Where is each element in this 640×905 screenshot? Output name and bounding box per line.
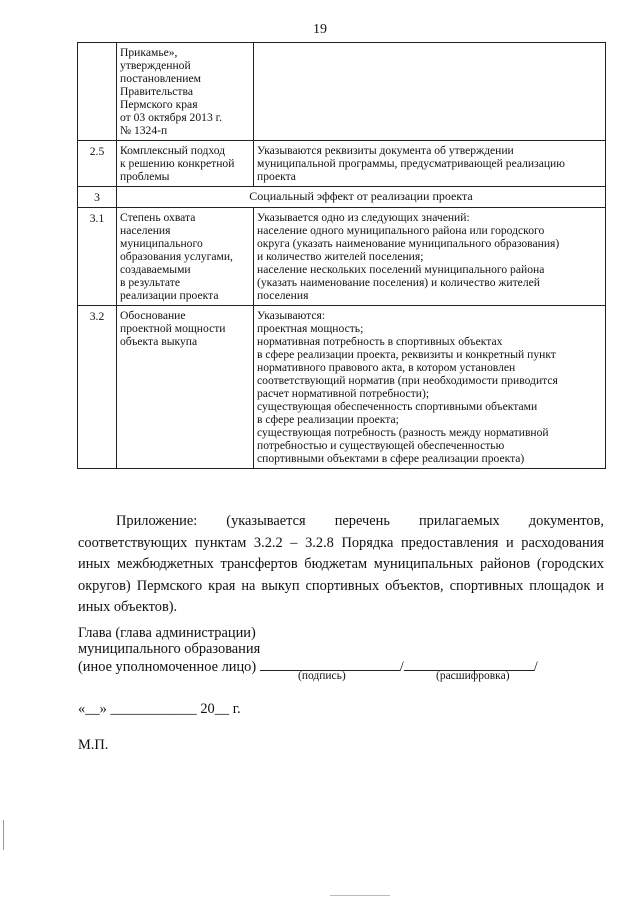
cell-line: Указываются реквизиты документа об утверждении xyxy=(257,144,514,157)
cell-line: проекта xyxy=(257,170,296,183)
cell-line: нормативная потребность в спортивных объектах xyxy=(257,335,503,348)
signature-slash-2: / xyxy=(533,659,538,675)
cell-line: образования услугами, xyxy=(120,250,233,263)
criterion-cell xyxy=(117,43,254,141)
cell-line: в результате xyxy=(120,276,180,289)
page-number: 19 xyxy=(313,22,327,37)
cell-line: утвержденной xyxy=(120,59,191,72)
cell-line: Прикамье», xyxy=(120,46,178,59)
cell-line: население одного муниципального района или городского xyxy=(257,224,545,237)
cell-line: в сфере реализации проекта; xyxy=(257,413,399,426)
cell-line: населения xyxy=(120,224,171,237)
cell-line: Пермского края xyxy=(120,98,198,111)
table-row xyxy=(78,208,606,306)
signature-line-1: Глава (глава администрации) xyxy=(78,625,256,641)
criterion-cell xyxy=(117,306,254,469)
caption-signature: (подпись) xyxy=(298,670,346,682)
cell-line: проектной мощности xyxy=(120,322,226,335)
cell-line: округа (указать наименование муниципального образования) xyxy=(257,237,560,250)
row-number: 2.5 xyxy=(78,141,117,187)
row-number: 3 xyxy=(78,187,117,208)
cell-line: Правительства xyxy=(120,85,193,98)
scan-margin-mark xyxy=(3,820,4,850)
signature-role-label: (иное уполномоченное лицо) xyxy=(78,659,257,675)
cell-line: поселения xyxy=(257,289,309,302)
signature-field xyxy=(260,657,400,671)
table-row xyxy=(78,187,606,208)
date-line: «__» ____________ 20__ г. xyxy=(78,701,241,717)
cell-line: существующая потребность (разность между нормативной xyxy=(257,426,549,439)
description-cell xyxy=(254,43,606,141)
criterion-cell xyxy=(117,141,254,187)
caption-decode: (расшифровка) xyxy=(436,670,510,682)
cell-line: (указать наименование поселения) и количество жителей xyxy=(257,276,540,289)
cell-line: проектная мощность; xyxy=(257,322,364,335)
decode-field xyxy=(404,657,534,671)
cell-line: проблемы xyxy=(120,170,170,183)
signature-block xyxy=(78,625,598,675)
cell-line: объекта выкупа xyxy=(120,335,198,348)
cell-line: муниципального xyxy=(120,237,203,250)
cell-line: Указывается одно из следующих значений: xyxy=(257,211,470,224)
cell-line: Степень охвата xyxy=(120,211,196,224)
cell-line: спортивными объектами в сфере реализации проекта) xyxy=(257,452,525,465)
cell-line: Комплексный подход xyxy=(120,144,226,157)
cell-line: в сфере реализации проекта, реквизиты и конкретный пункт xyxy=(257,348,556,361)
table-row xyxy=(78,306,606,469)
signature-slash-1: / xyxy=(399,659,404,675)
signature-line-2: муниципального образования xyxy=(78,641,261,657)
description-cell xyxy=(254,306,606,469)
cell-line: муниципальной программы, предусматривающей реализацию xyxy=(257,157,565,170)
row-number: 3.1 xyxy=(78,208,117,306)
scan-bottom-mark xyxy=(330,895,390,896)
cell-line: реализации проекта xyxy=(120,289,219,302)
cell-line: нормативного правового акта, в котором установлен xyxy=(257,361,516,374)
section-heading: Социальный эффект от реализации проекта xyxy=(117,187,606,208)
cell-line: Указываются: xyxy=(257,309,326,322)
cell-line: от 03 октября 2013 г. xyxy=(120,111,222,124)
row-number xyxy=(78,43,117,141)
stamp-place: М.П. xyxy=(78,737,109,753)
row-number: 3.2 xyxy=(78,306,117,469)
appendix-paragraph: Приложение: (указывается перечень прилагаемых документов, соответствующих пунктам 3.2.2 – 3.2.8 Порядка предоставления и расходования иных межбюджетных трансфертов бюджетам муниципальных районов (городских округов) Пермского края на выкуп спортивных объектов, спортивных площадок и иных объектов). xyxy=(78,513,604,615)
table-row xyxy=(78,43,606,141)
cell-line: соответствующий норматив (при необходимости приводится xyxy=(257,374,558,387)
cell-line: Обоснование xyxy=(120,309,186,322)
cell-line: и количество жителей поселения; xyxy=(257,250,424,263)
criterion-cell xyxy=(117,208,254,306)
cell-line: население нескольких поселений муниципального района xyxy=(257,263,545,276)
cell-line: к решению конкретной xyxy=(120,157,235,170)
cell-line: существующая обеспеченность спортивными объектами xyxy=(257,400,538,413)
table-row xyxy=(78,141,606,187)
cell-line: № 1324-п xyxy=(120,124,168,137)
description-cell xyxy=(254,208,606,306)
cell-line: постановлением xyxy=(120,72,201,85)
cell-line: потребностью и существующей обеспеченностью xyxy=(257,439,505,452)
description-cell xyxy=(254,141,606,187)
project-table xyxy=(77,42,606,469)
cell-line: создаваемыми xyxy=(120,263,191,276)
cell-line: расчет нормативной потребности); xyxy=(257,387,430,400)
